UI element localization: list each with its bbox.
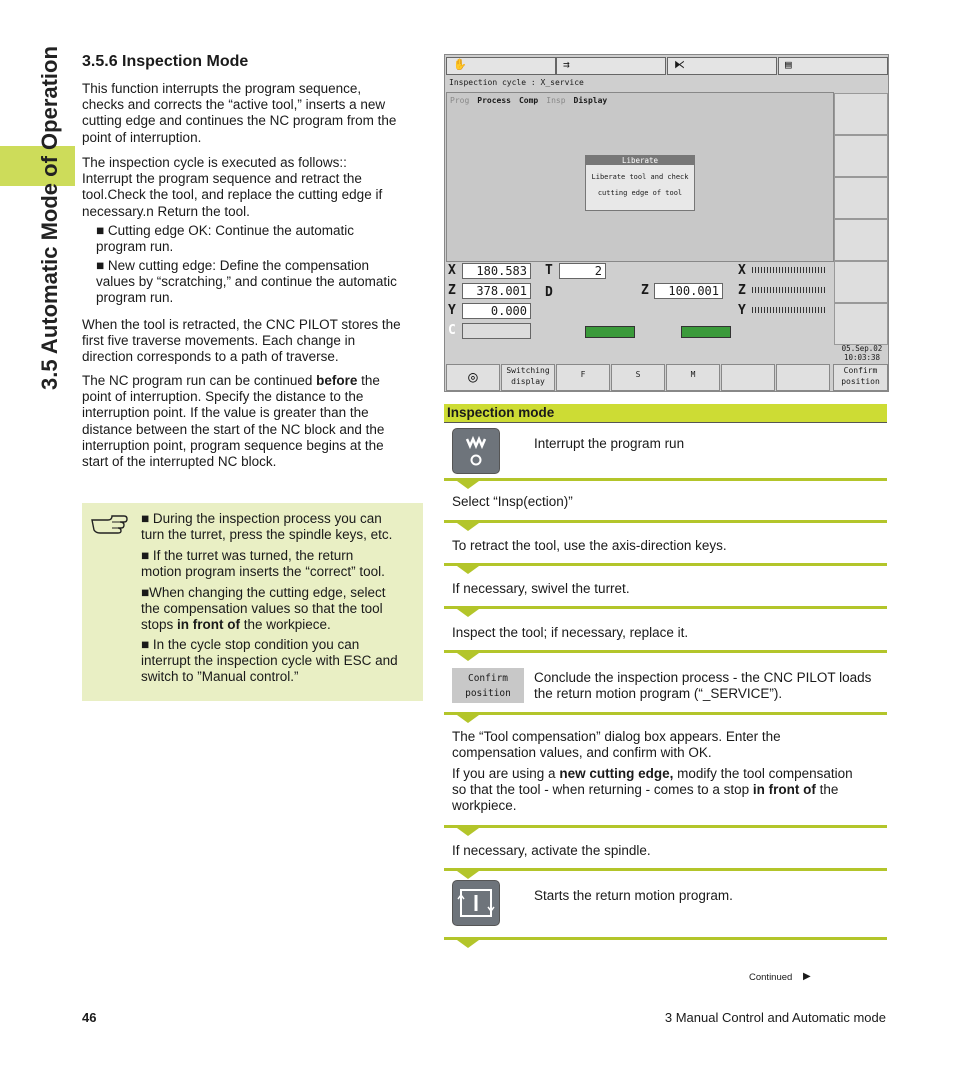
vertical-softkey-4[interactable] <box>834 219 888 261</box>
title-underline <box>444 422 887 423</box>
dialog-line-2: cutting edge of tool <box>597 189 683 197</box>
vertical-softkey-2[interactable] <box>834 135 888 177</box>
arrow-3 <box>457 566 479 574</box>
softkey-blank-2[interactable] <box>776 364 830 391</box>
load-z-bar <box>752 287 827 293</box>
spindle-1-bar <box>585 326 635 338</box>
step-interrupt: Interrupt the program run <box>534 436 685 451</box>
rule-1 <box>444 478 887 481</box>
menu-bar <box>450 96 607 105</box>
dialog-title: Liberate <box>586 156 694 165</box>
softkey-m[interactable]: M <box>666 364 720 391</box>
continued-label: Continued <box>749 972 793 983</box>
step-new-edge: If you are using a new cutting edge, modify the tool compensation so that the tool - when returning - comes to a stop in front of the workpiece. <box>452 766 853 814</box>
arrow-5 <box>457 653 479 661</box>
pointing-hand-icon <box>90 512 130 534</box>
vertical-softkey-3[interactable] <box>834 177 888 219</box>
menu-process[interactable]: Process <box>477 96 511 105</box>
rule-7 <box>444 825 887 828</box>
load-y-label: Y <box>738 303 746 318</box>
softkey-s[interactable]: S <box>611 364 665 391</box>
section-heading: 3.5.6 Inspection Mode <box>82 53 249 70</box>
page-number: 46 <box>82 1010 97 1025</box>
axis-z2-label: Z <box>641 283 649 298</box>
bullet-new-edge: ■ New cutting edge: Define the compensation values by “scratching,” and continue the automatic program run. <box>96 258 397 306</box>
step-inspect: Inspect the tool; if necessary, replace it. <box>452 625 689 640</box>
dialog-line-1: Liberate tool and check <box>591 173 689 181</box>
softkey-confirm-position[interactable]: Confirm position <box>833 364 888 391</box>
status-line: Inspection cycle : X_service <box>449 78 584 87</box>
tab-edit[interactable] <box>667 57 777 75</box>
note-turret: ■ During the inspection process you can turn the turret, press the spindle keys, etc. <box>141 511 393 543</box>
side-tab-title: 3.5 Automatic Mode of Operation <box>37 46 62 390</box>
rule-6 <box>444 712 887 715</box>
diamond-arrow-icon: ⧔ <box>674 58 685 71</box>
axis-z2-value: 100.001 <box>654 283 723 299</box>
chapter-title: 3 Manual Control and Automatic mode <box>664 1010 886 1025</box>
bullet-edge-ok: ■ Cutting edge OK: Continue the automatic program run. <box>96 223 355 255</box>
menu-insp[interactable]: Insp <box>546 96 566 105</box>
arrow-9 <box>457 940 479 948</box>
load-z-label: Z <box>738 283 746 298</box>
arrow-6 <box>457 715 479 723</box>
tool-d-label: D <box>545 285 553 300</box>
load-x-bar <box>752 267 827 273</box>
note-cycle-stop: ■ In the cycle stop condition you can interrupt the inspection cycle with ESC and switch to ”Manual control.” <box>141 637 398 685</box>
paragraph-retract: When the tool is retracted, the CNC PILOT stores the first five traverse movements. Each change in direction corresponds to a path of traverse. <box>82 317 401 365</box>
paragraph-intro: This function interrupts the program sequence, checks and corrects the “active tool,” inserts a new cutting edge and continues the NC program from the point of interruption. <box>82 81 397 145</box>
vertical-softkey-6[interactable] <box>834 303 888 345</box>
tab-automatic[interactable] <box>556 57 666 75</box>
menu-prog[interactable]: Prog <box>450 96 470 105</box>
vertical-softkey-5[interactable] <box>834 261 888 303</box>
rule-3 <box>444 563 887 566</box>
arrow-8 <box>457 871 479 879</box>
step-conclude: Conclude the inspection process - the CNC PILOT loads the return motion program (“_SERVICE”). <box>534 670 872 702</box>
liberate-dialog <box>585 155 695 211</box>
rule-9 <box>444 937 887 940</box>
mode-tab-bar <box>445 55 888 75</box>
tool-t-value: 2 <box>559 263 606 279</box>
rule-8 <box>444 868 887 871</box>
softkey-f[interactable]: F <box>556 364 610 391</box>
menu-display[interactable]: Display <box>573 96 608 105</box>
axis-x-label: X <box>448 263 456 278</box>
continued-arrow-icon: ▶ <box>803 971 811 982</box>
paragraph-continue: The NC program run can be continued before the point of interruption. Specify the distance to the interruption point. If the value is greater than the distance between the start of the NC block and the interruption point, program sequence begins at the start of the interrupted NC block. <box>82 373 385 470</box>
note-cutting-edge: ■When changing the cutting edge, select the compensation values so that the tool stops in front of the workpiece. <box>141 585 386 633</box>
step-swivel: If necessary, swivel the turret. <box>452 581 630 596</box>
step-start-return: Starts the return motion program. <box>534 888 733 903</box>
tool-t-label: T <box>545 263 553 278</box>
disk-icon: ▤ <box>785 58 792 71</box>
note-return: ■ If the turret was turned, the return motion program inserts the “correct” tool. <box>141 548 385 580</box>
paragraph-steps: The inspection cycle is executed as follows:: Interrupt the program sequence and retract the tool.Check the tool, and replace the cutting edge if necessary.n Return the tool. <box>82 155 383 219</box>
date-time: 05.Sep.02 10:03:38 <box>841 344 883 362</box>
axis-y-value: 0.000 <box>462 303 531 319</box>
cycle-start-key-icon <box>452 880 500 926</box>
axis-c-label: C <box>448 323 456 338</box>
table-title: Inspection mode <box>444 404 887 422</box>
load-y-bar <box>752 307 827 313</box>
vertical-softkey-1[interactable] <box>834 93 888 135</box>
hand-icon: ✋ <box>453 58 467 71</box>
rule-4 <box>444 606 887 609</box>
arrow-1 <box>457 481 479 489</box>
step-spindle: If necessary, activate the spindle. <box>452 843 651 858</box>
cycle-stop-key-icon <box>452 428 500 474</box>
work-area <box>446 92 834 262</box>
axis-c-value <box>462 323 531 339</box>
arrow-7 <box>457 828 479 836</box>
step-tool-comp: The “Tool compensation” dialog box appears. Enter the compensation values, and confirm with OK. <box>452 729 781 761</box>
arrow-2 <box>457 523 479 531</box>
arrow-box-icon: ⇉ <box>563 58 570 71</box>
cnc-screenshot <box>444 54 889 392</box>
axis-x-value: 180.583 <box>462 263 531 279</box>
step-select-insp: Select “Insp(ection)” <box>452 494 573 509</box>
rule-5 <box>444 650 887 653</box>
tab-save[interactable] <box>778 57 888 75</box>
softkey-icons[interactable] <box>446 364 500 391</box>
rule-2 <box>444 520 887 523</box>
spindle-2-bar <box>681 326 731 338</box>
load-x-label: X <box>738 263 746 278</box>
turret-icon: ◎ <box>468 367 478 386</box>
arrow-4 <box>457 609 479 617</box>
step-retract: To retract the tool, use the axis-direction keys. <box>452 538 727 553</box>
confirm-position-softkey: Confirm position <box>452 668 524 703</box>
menu-comp[interactable]: Comp <box>518 96 539 105</box>
softkey-blank[interactable] <box>721 364 775 391</box>
axis-z-value: 378.001 <box>462 283 531 299</box>
axis-y-label: Y <box>448 303 456 318</box>
tab-manual[interactable] <box>446 57 556 75</box>
softkey-switching-display[interactable]: Switching display <box>501 364 555 391</box>
axis-z-label: Z <box>448 283 456 298</box>
